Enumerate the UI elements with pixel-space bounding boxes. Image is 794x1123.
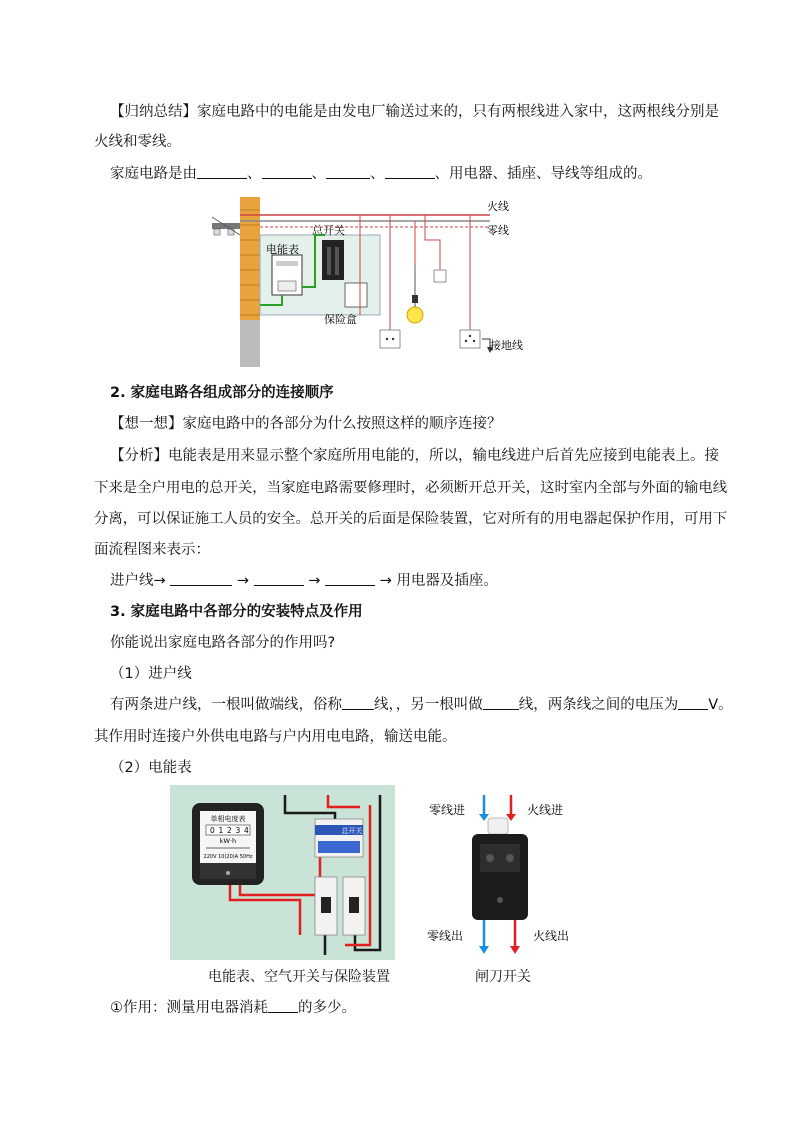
usage-text-b: 的多少。 xyxy=(298,1000,356,1016)
sep-1: 、 xyxy=(247,166,262,182)
meter-usage-line xyxy=(110,998,356,1018)
analysis-tag: 【分析】 xyxy=(110,448,168,464)
lamp-icon xyxy=(407,265,423,323)
service-blank-1 xyxy=(342,695,374,710)
hot-wire-label: 火线 xyxy=(487,200,509,213)
digit-1: 1 xyxy=(218,826,224,835)
analysis-line-4: 面流程图来表示： xyxy=(94,542,210,558)
main-switch-label: 总开关 xyxy=(312,224,345,237)
flow-tail: 用电器及插座。 xyxy=(396,573,498,589)
analysis-text-1: 电能表是用来显示整个家庭所用电能的，所以，输电线进户后首先应接到电能表上。接 xyxy=(168,448,719,464)
section-3-heading: 3. 家庭电路中各部分的安装特点及作用 xyxy=(110,604,363,620)
hot-out-label: 火线出 xyxy=(533,929,570,943)
wall-switch-icon xyxy=(434,270,446,282)
section-2-heading: 2. 家庭电路各组成部分的连接顺序 xyxy=(110,385,334,401)
sub-heading-1: （1）进户线 xyxy=(110,666,192,682)
meter-digits xyxy=(206,825,250,835)
think-tag: 【想一想】 xyxy=(110,416,183,432)
neutral-in-label: 零线进 xyxy=(429,803,466,817)
hot-in-label: 火线进 xyxy=(527,803,564,817)
neutral-in-arrow xyxy=(479,795,489,821)
meter-label: 电能表 xyxy=(266,243,299,256)
wall-base xyxy=(240,320,260,367)
fuse-box-label: 保险盒 xyxy=(324,313,357,326)
breaker-left-icon xyxy=(315,877,337,935)
neutral-out-arrow xyxy=(479,920,489,954)
components-line xyxy=(110,164,652,184)
digit-3: 3 xyxy=(235,826,241,835)
meter-breaker-photo xyxy=(170,785,395,960)
summary-line-1 xyxy=(110,102,719,122)
digit-0: 0 xyxy=(210,826,215,835)
service-blank-3 xyxy=(678,695,708,710)
analysis-line-2: 下来是全户用电的总开关，当家庭电路需要修理时，必须断开总开关，这时室内全部与外面的输电线 xyxy=(94,480,728,496)
meter-spec: 220V 10(20)A 50Hz xyxy=(203,854,253,860)
neutral-out-label: 零线出 xyxy=(427,929,464,943)
knife-switch-caption: 闸刀开关 xyxy=(475,969,531,985)
hot-in-arrow xyxy=(506,795,516,821)
blank-2 xyxy=(262,164,312,179)
flow-blank-2 xyxy=(254,571,304,586)
household-circuit-svg xyxy=(200,195,540,370)
blank-4 xyxy=(385,164,435,179)
breaker-right-icon xyxy=(343,877,365,935)
blank-3 xyxy=(326,164,370,179)
blank-1 xyxy=(197,164,247,179)
flow-lead: 进户线→ xyxy=(110,573,166,589)
components-tail: 、用电器、插座、导线等组成的。 xyxy=(434,166,652,182)
knife-switch-photo xyxy=(425,790,585,960)
air-switch-label: 总开关 xyxy=(341,827,363,835)
household-circuit-diagram xyxy=(200,195,540,370)
two-pin-socket-icon xyxy=(380,330,400,348)
section-3-question: 你能说出家庭电路各部分的作用吗? xyxy=(110,635,336,651)
main-air-switch-icon xyxy=(315,819,363,857)
knife-switch-icon xyxy=(472,818,528,920)
flow-blank-3 xyxy=(325,571,375,586)
meter-breaker-caption: 电能表、空气开关与保险装置 xyxy=(208,969,390,985)
service-text-b: 线，，另一根叫做 xyxy=(374,697,483,713)
summary-tag: 【归纳总结】 xyxy=(110,104,197,120)
analysis-line-1 xyxy=(110,446,719,466)
service-text-a: 有两条进户线，一根叫做端线，俗称 xyxy=(110,697,342,713)
sep-3: 、 xyxy=(370,166,385,182)
three-pin-socket-icon xyxy=(460,330,480,348)
sub-heading-2: （2）电能表 xyxy=(110,760,192,776)
summary-text-b: 火线和零线。 xyxy=(94,134,181,150)
meter-title: 单相电度表 xyxy=(210,815,246,823)
summary-line-2 xyxy=(94,132,181,152)
service-line-2: 其作用时连接户外供电电路与户内用电电路，输送电能。 xyxy=(94,729,457,745)
sep-2: 、 xyxy=(311,166,326,182)
hot-out-arrow xyxy=(510,920,520,954)
service-text-c: 线，两条线之间的电压为 xyxy=(518,697,679,713)
flow-line xyxy=(110,571,498,591)
summary-text-a: 家庭电路中的电能是由发电厂输送过来的，只有两根线进入家中，这两根线分别是 xyxy=(197,104,719,120)
meter-unit: kW·h xyxy=(219,837,237,845)
flow-arrow-2: → xyxy=(308,573,321,589)
ground-wire-label: 接地线 xyxy=(490,339,523,352)
digit-2: 2 xyxy=(227,826,232,835)
service-text-d: V。 xyxy=(708,697,733,713)
fuse-box-icon xyxy=(345,283,367,307)
flow-blank-1 xyxy=(170,571,232,586)
service-line-1 xyxy=(110,695,733,715)
think-line xyxy=(110,414,502,434)
service-blank-2 xyxy=(483,695,519,710)
insulator-icon xyxy=(212,217,240,235)
components-lead: 家庭电路是由 xyxy=(110,166,197,182)
flow-arrow-1: → xyxy=(236,573,250,589)
analysis-line-3: 分离，可以保证施工人员的安全。总开关的后面是保险装置，它对所有的用电器起保护作用，可用下 xyxy=(94,511,728,527)
neutral-wire-label: 零线 xyxy=(487,224,509,237)
usage-blank xyxy=(268,998,298,1013)
flow-arrow-3: → xyxy=(379,573,392,589)
think-text: 家庭电路中的各部分为什么按照这样的顺序连接？ xyxy=(182,416,502,432)
usage-text-a: ①作用：测量用电器消耗 xyxy=(110,1000,268,1016)
digit-4: 4 xyxy=(244,826,249,835)
main-switch-icon xyxy=(322,240,344,280)
